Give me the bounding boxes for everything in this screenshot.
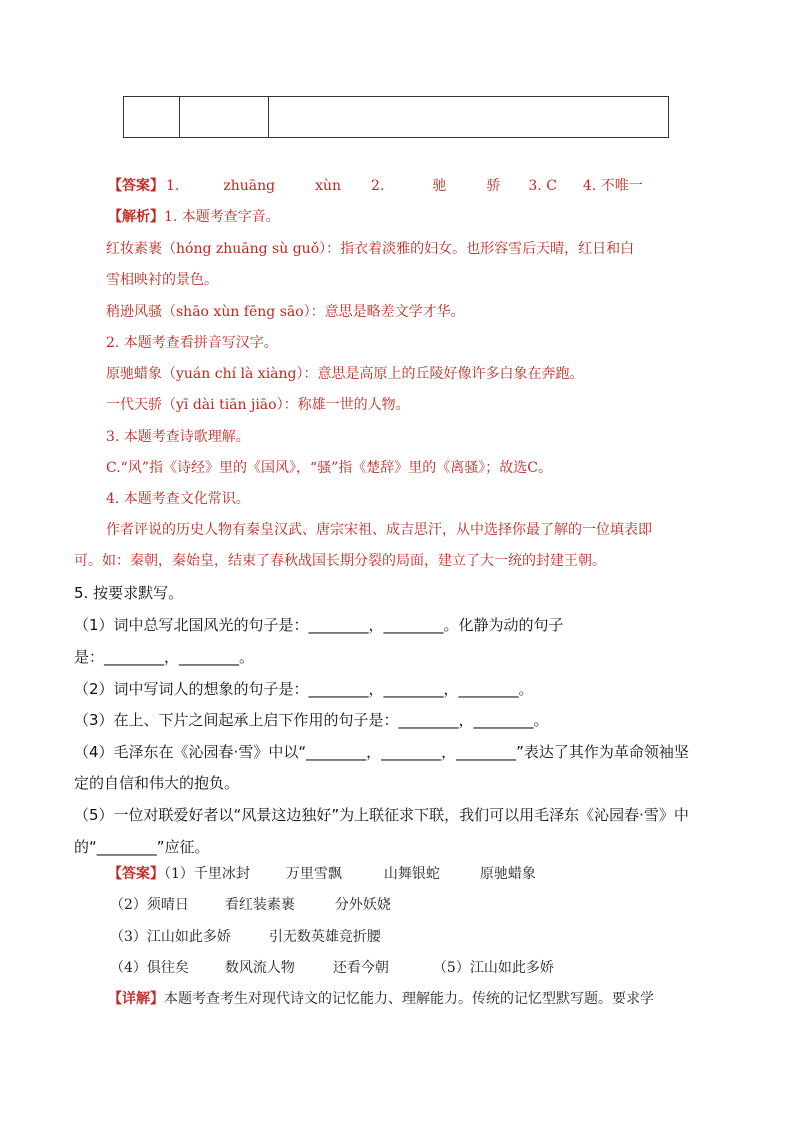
answer5-item: 看红装素裹 [224, 897, 295, 913]
answer-item: 骄 [486, 178, 501, 194]
analysis-line: 一代天骄（yī dài tiān jiāo）：称雄一世的人物。 [106, 397, 410, 413]
table-cell [180, 97, 269, 137]
analysis-line: 3. 本题考查诗歌理解。 [106, 429, 250, 445]
answer-line-1 [108, 176, 643, 196]
answer5-item: （4）俱往矣 [110, 960, 189, 976]
analysis-line: 2. 本题考查看拼音写汉字。 [106, 335, 278, 351]
answer-item: 3. C [528, 178, 557, 194]
question-line: 是：________，________。 [74, 648, 255, 666]
answer5-line-3 [110, 927, 381, 947]
table-cell [269, 97, 668, 137]
question-line: 的“________”应征。 [74, 838, 210, 856]
answer5-line-4 [110, 958, 554, 978]
analysis-tag: 【解析】 [108, 209, 164, 225]
answer5-item: 山舞银蛇 [383, 866, 440, 882]
answer-item: zhuāng [223, 178, 276, 194]
detail-text: 本题考查考生对现代诗文的记忆能力、理解能力。传统的记忆型默写题。要求学 [164, 991, 654, 1007]
answer5-item: （2）须晴日 [110, 897, 189, 913]
answer5-line-2 [110, 895, 391, 915]
answer5-tag: 【答案】 [108, 866, 164, 882]
answer5-item: 万里雪飘 [285, 866, 342, 882]
answer5-item: （5）江山如此多娇 [432, 960, 554, 976]
question-line: （3）在上、下片之间起承上启下作用的句子是：________，________。 [74, 711, 549, 729]
answer-table [123, 96, 669, 138]
answer5-item: 数风流人物 [224, 960, 295, 976]
question-title: 5. 按要求默写。 [74, 584, 184, 602]
analysis-line: 4. 本题考查文化常识。 [106, 491, 250, 507]
answer-item: 4. 不唯一 [582, 178, 643, 194]
detail-tag: 【详解】 [108, 991, 164, 1007]
question-line: （4）毛泽东在《沁园春·雪》中以“________，________，________”表达了其作为革命领袖坚 [74, 743, 689, 761]
analysis-line: 作者评说的历史人物有秦皇汉武、唐宗宋祖、成吉思汗，从中选择你最了解的一位填表即 [106, 522, 652, 538]
answer-item: xùn [315, 178, 342, 194]
analysis-header [108, 207, 280, 227]
answer-item: 2. [371, 178, 385, 194]
question-line: （2）词中写词人的想象的句子是：________，________，________。 [74, 680, 534, 698]
question-line: （5）一位对联爱好者以“风景这边独好”为上联征求下联，我们可以用毛泽东《沁园春·雪》中 [74, 806, 689, 824]
analysis-line: 可。如：秦朝，秦始皇，结束了春秋战国长期分裂的局面，建立了大一统的封建王朝。 [74, 553, 606, 569]
table-cell [124, 97, 180, 137]
answer5-item: （3）江山如此多娇 [110, 929, 231, 945]
analysis-line: 红妆素裹（hóng zhuāng sù guǒ）：指衣着淡雅的妇女。也形容雪后天晴，红日和白 [106, 241, 635, 257]
question-line: （1）词中总写北国风光的句子是：________，________。化静为动的句子 [74, 616, 564, 634]
answer5-item: 分外妖娆 [334, 897, 391, 913]
answer5-line-1 [108, 864, 536, 884]
answer5-item: （1）千里冰封 [164, 866, 250, 882]
analysis-line: 雪相映衬的景色。 [106, 272, 218, 288]
answer-tag: 【答案】 [108, 178, 164, 194]
detail-line [108, 989, 654, 1009]
analysis-intro: 1. 本题考查字音。 [164, 209, 280, 225]
analysis-line: C.“风”指《诗经》里的《国风》，“骚”指《楚辞》里的《离骚》；故选C。 [106, 460, 553, 476]
analysis-line: 稍逊风骚（shāo xùn fēng sāo）：意思是略差文学才华。 [106, 304, 465, 320]
question-line: 定的自信和伟大的抱负。 [74, 774, 240, 792]
answer-item: 1. [166, 178, 180, 194]
answer5-item: 原驰蜡象 [479, 866, 536, 882]
answer-item: 驰 [432, 178, 447, 194]
analysis-line: 原驰蜡象（yuán chí là xiàng）：意思是高原上的丘陵好像许多白象在奔跑。 [106, 366, 584, 382]
answer5-item: 还看今朝 [332, 960, 389, 976]
answer5-item: 引无数英雄竞折腰 [268, 929, 381, 945]
